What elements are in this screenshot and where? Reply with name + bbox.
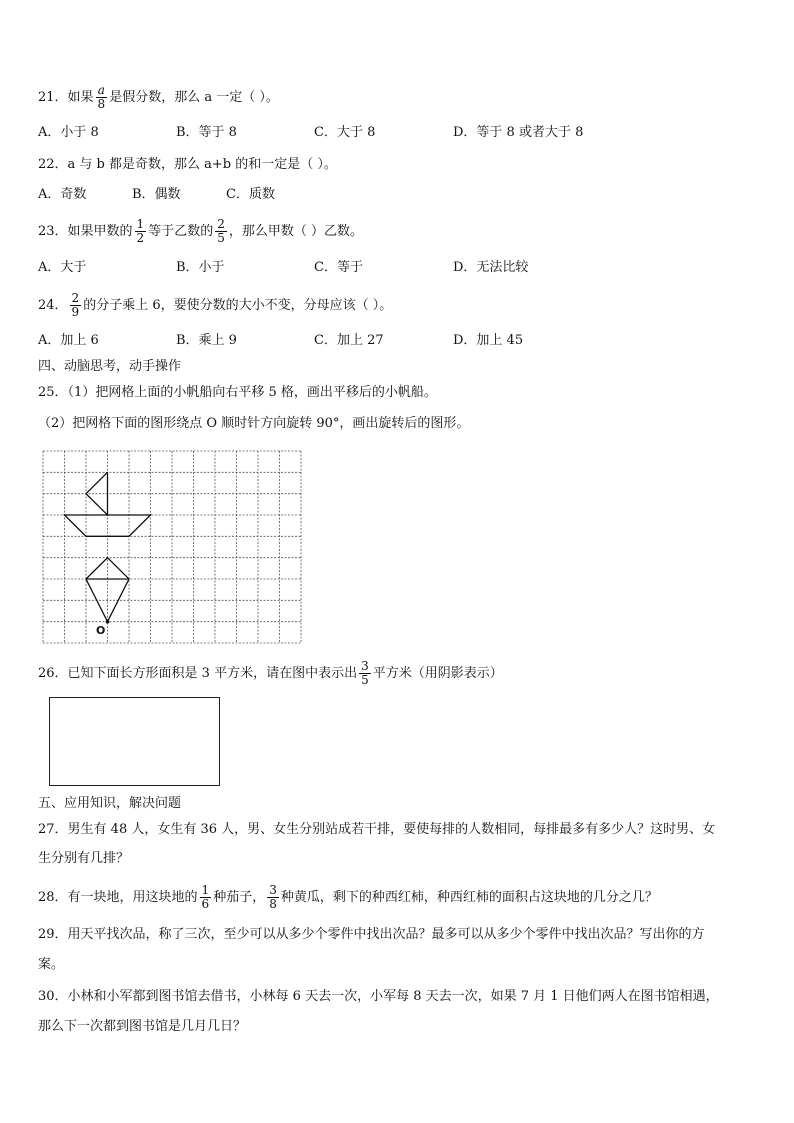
q26-fraction — [359, 660, 371, 687]
q23-frac1-den: 2 — [136, 231, 145, 245]
q21-prefix: 21．如果 — [38, 90, 94, 105]
q21-frac-num: a — [97, 83, 105, 97]
q23-fraction-1 — [135, 218, 147, 245]
question-28 — [38, 884, 658, 911]
question-22: 22．a 与 b 都是奇数，那么 a+b 的和一定是（ ）。 — [38, 157, 337, 172]
question-24 — [38, 292, 392, 319]
q21-option-c: C．大于 8 — [314, 125, 376, 140]
q26-frac-den: 5 — [361, 673, 369, 687]
q24-option-d: D．加上 45 — [453, 333, 524, 348]
q24-frac-den: 9 — [71, 305, 80, 319]
q24-option-c: C．加上 27 — [314, 333, 384, 348]
q21-option-d: D．等于 8 或者大于 8 — [453, 125, 584, 140]
point-o-marker — [106, 620, 110, 624]
q23-fraction-2 — [215, 218, 227, 245]
q24-suffix: 的分子乘上 6，要使分数的大小不变，分母应该（ ）。 — [83, 298, 393, 313]
q23-option-a: A．大于 — [38, 260, 87, 275]
q21-fraction — [96, 84, 108, 111]
question-26 — [38, 660, 503, 687]
q23-frac2-num: 2 — [217, 217, 225, 231]
q24-option-a: A．加上 6 — [38, 333, 99, 348]
section-5-heading: 五、应用知识，解决问题 — [38, 796, 182, 811]
sailboat-shape — [65, 472, 151, 536]
q23-frac1-num: 1 — [136, 217, 145, 231]
q22-option-a: A．奇数 — [38, 187, 87, 202]
q30-line-2: 那么下一次都到图书馆是几月几日？ — [38, 1019, 247, 1034]
q25-part-1: 25．（1）把网格上面的小帆船向右平移 5 格，画出平移后的小帆船。 — [38, 385, 437, 400]
q28-suffix: 种黄瓜，剩下的种西红柿，种西红柿的面积占这块地的几分之几？ — [280, 890, 658, 905]
point-o-label: O — [96, 624, 106, 637]
q23-suffix: ，那么甲数（ ）乙数。 — [228, 224, 363, 239]
q22-option-b: B．偶数 — [132, 187, 181, 202]
q28-frac1-den: 6 — [201, 897, 210, 911]
q23-middle: 等于乙数的 — [148, 224, 214, 239]
q22-option-c: C．质数 — [226, 187, 275, 202]
q28-middle: 种茄子， — [213, 890, 266, 905]
q28-frac1-num: 1 — [201, 883, 210, 897]
section-4-heading: 四、动脑思考，动手操作 — [38, 359, 182, 374]
q25-grid-figure — [40, 448, 304, 646]
q28-fraction-2 — [267, 884, 279, 911]
q30-line-1: 30．小林和小军都到图书馆去借书，小林每 6 天去一次，小军每 8 天去一次，如果 7 月 1 日他们两人在图书馆相遇， — [38, 989, 719, 1004]
q21-option-b: B．等于 8 — [176, 125, 237, 140]
q26-prefix: 26．已知下面长方形面积是 3 平方米，请在图中表示出 — [38, 666, 358, 681]
q21-suffix: 是假分数，那么 a 一定（ ）。 — [109, 90, 279, 105]
q24-option-b: B．乘上 9 — [176, 333, 237, 348]
q23-option-c: C．等于 — [314, 260, 363, 275]
q29-line-1: 29．用天平找次品，称了三次，至少可以从多少个零件中找出次品？最多可以从多少个零件中找出次品？写出你的方 — [38, 927, 705, 942]
q28-frac2-den: 8 — [269, 897, 277, 911]
q23-option-d: D．无法比较 — [453, 260, 529, 275]
q25-part-2: （2）把网格下面的图形绕点 O 顺时针方向旋转 90°，画出旋转后的图形。 — [38, 416, 470, 431]
q26-rectangle — [49, 697, 220, 786]
q28-prefix: 28．有一块地，用这块地的 — [38, 890, 198, 905]
question-21 — [38, 84, 279, 111]
q21-frac-den: 8 — [97, 97, 106, 111]
grid-lines — [43, 451, 301, 643]
q23-frac2-den: 5 — [217, 231, 225, 245]
question-23 — [38, 218, 363, 245]
q26-frac-num: 3 — [361, 659, 369, 673]
q21-option-a: A．小于 8 — [38, 125, 99, 140]
q24-frac-num: 2 — [71, 291, 80, 305]
q23-option-b: B．小于 — [176, 260, 225, 275]
q23-prefix: 23．如果甲数的 — [38, 224, 133, 239]
q29-line-2: 案。 — [38, 957, 65, 972]
q26-suffix: 平方米（用阴影表示） — [372, 666, 503, 681]
q28-fraction-1 — [200, 884, 212, 911]
q24-prefix: 24． — [38, 298, 68, 313]
q24-fraction — [70, 292, 82, 319]
q28-frac2-num: 3 — [269, 883, 277, 897]
q27-line-2: 生分别有几排？ — [38, 851, 130, 866]
q27-line-1: 27．男生有 48 人，女生有 36 人，男、女生分别站成若干排，要使每排的人数相同，每排最多有多少人？这时男、女 — [38, 822, 716, 837]
